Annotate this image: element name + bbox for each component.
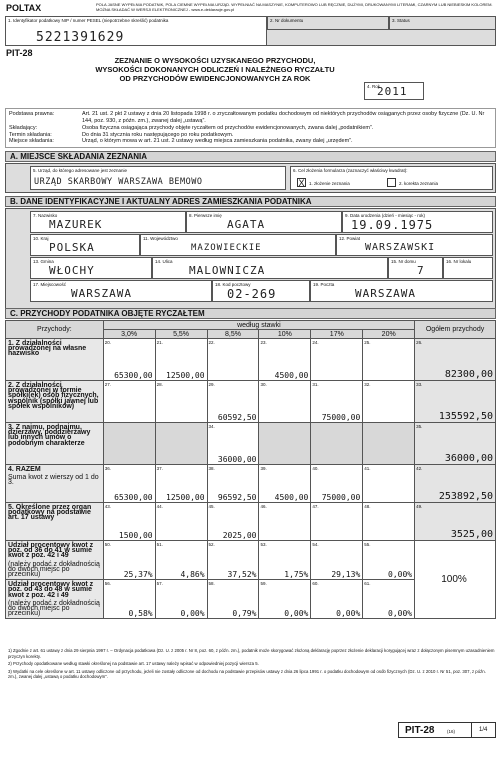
- amount-cell[interactable]: [155, 503, 207, 541]
- row-label-subtext: (należy podać z dokładnością do dwóch miejsc po przecinku): [8, 560, 100, 579]
- form-code: PIT-28: [6, 48, 33, 58]
- status-label: 3. Status: [392, 18, 410, 23]
- county-label: 12. Powiat: [339, 236, 361, 241]
- legal-value-deadline: Do dnia 31 stycznia roku następującego po roku podatkowym.: [82, 131, 234, 138]
- position-number: 53.: [260, 542, 267, 547]
- amount-cell[interactable]: [103, 541, 155, 580]
- section-a-header: A. MIEJSCE SKŁADANIA ZEZNANIA: [5, 151, 496, 162]
- purpose-label: 6. Cel złożenia formularza (zaznaczyć właściwy kwadrat):: [293, 168, 408, 173]
- title-line-2: WYSOKOŚCI DOKONANYCH ODLICZEŃ I NALEŻNEGO RYCZAŁTU: [95, 65, 335, 74]
- amount-value: 65300,00: [114, 493, 153, 502]
- amount-cell[interactable]: [259, 339, 311, 381]
- position-number: 51.: [156, 542, 163, 547]
- amount-cell[interactable]: [207, 465, 259, 503]
- flat-number-label: 16. Nr lokalu: [446, 259, 472, 264]
- house-number-value: 7: [417, 264, 425, 277]
- tax-office-field[interactable]: [30, 166, 286, 190]
- province-value: MAZOWIECKIE: [191, 243, 262, 253]
- position-number: 45.: [208, 504, 215, 509]
- amount-value: 96592,50: [217, 493, 257, 502]
- footnote-1: 1) Zgodnie z art. 61 ustawy z dnia 29 sierpnia 1997 r. – Ordynacja podatkowa (Dz. U. z 2005 r. Nr 8, poz. 60, z późn. zm.), podatnik może skorygować złożoną deklarację poprzez złożenie deklaracji korygującej wraz z dołączonym pisemnym uzasadnieniem przyczyn korekty.: [8, 648, 495, 659]
- amount-value: 0,00%: [336, 609, 361, 619]
- amount-cell: [259, 423, 311, 465]
- legal-key-place: Miejsce składania:: [9, 138, 54, 144]
- rate-header-10: 10%: [259, 330, 311, 339]
- amount-value: 0,00%: [388, 570, 413, 580]
- form-title: [60, 56, 370, 83]
- amount-cell[interactable]: [311, 339, 363, 381]
- position-number: 36.: [104, 466, 111, 471]
- income-row: [6, 339, 496, 381]
- purpose-option-2-checkbox[interactable]: [387, 178, 396, 187]
- position-number: 24.: [312, 340, 319, 345]
- postcode-label: 18. Kod pocztowy: [215, 282, 251, 287]
- title-line-1: ZEZNANIE O WYSOKOŚCI UZYSKANEGO PRZYCHODU,: [114, 56, 316, 65]
- street-value: MALOWNICZA: [189, 264, 266, 277]
- nip-value: 5221391629: [36, 30, 125, 45]
- post-office-value: WARSZAWA: [355, 287, 416, 300]
- position-number: 54.: [312, 542, 319, 547]
- position-number: 42.: [416, 466, 423, 471]
- amount-value: 65300,00: [114, 371, 153, 380]
- position-number: 41.: [364, 466, 371, 471]
- dob-field[interactable]: [342, 211, 493, 233]
- footer-page-number: 1/4: [479, 727, 488, 733]
- amount-value: 12500,00: [166, 371, 205, 380]
- income-column-header: Przychody:: [6, 321, 104, 339]
- income-row: [6, 381, 496, 423]
- doc-number-field: [267, 16, 389, 30]
- position-number: 20.: [104, 340, 111, 345]
- amount-cell[interactable]: [259, 465, 311, 503]
- position-number: 58.: [208, 581, 215, 587]
- amount-value: 36000,00: [217, 455, 257, 464]
- surname-value: MAZUREK: [49, 218, 103, 231]
- footnote-2: 2) Przychody opodatkowane według stawki określonej na podstawie art. 17 ustawy należy wpisać w odpowiedniej pozycji wiersza 5.: [8, 661, 259, 666]
- amount-value: 75000,00: [321, 493, 361, 502]
- amount-cell: [103, 423, 155, 465]
- footer-divider: [471, 723, 472, 737]
- county-field[interactable]: [336, 234, 493, 256]
- position-number: 52.: [208, 542, 215, 547]
- income-row: [6, 541, 496, 580]
- legal-keys: [9, 111, 79, 145]
- city-field[interactable]: [30, 280, 212, 302]
- amount-cell: [155, 423, 207, 465]
- purpose-option-1-label: 1. złożenie zeznania: [309, 181, 350, 186]
- amount-cell[interactable]: [363, 541, 415, 580]
- amount-cell[interactable]: [103, 339, 155, 381]
- position-number: 34.: [208, 424, 215, 429]
- amount-cell[interactable]: [207, 381, 259, 423]
- year-value: 2011: [377, 85, 408, 98]
- legal-values: [82, 111, 492, 145]
- status-field: [389, 16, 496, 30]
- row-label-text: 1. Z działalności prowadzonej na własne nazwisko: [8, 340, 87, 358]
- position-number: 25.: [364, 340, 371, 345]
- amount-cell[interactable]: [363, 339, 415, 381]
- nip-field[interactable]: [5, 16, 267, 46]
- footer-version: (16): [447, 729, 456, 734]
- position-number: 35.: [416, 424, 423, 429]
- rate-header-5-5: 5,5%: [155, 330, 207, 339]
- house-number-label: 15. Nr domu: [391, 259, 416, 264]
- position-number: 21.: [156, 340, 163, 345]
- commune-field[interactable]: [30, 257, 152, 279]
- income-row-label: [6, 423, 104, 465]
- footer-form-box: [398, 722, 496, 738]
- position-number: 29.: [208, 382, 215, 387]
- province-label: 11. Województwo: [143, 236, 178, 241]
- amount-cell: [415, 541, 496, 619]
- position-number: 61.: [364, 581, 371, 587]
- row-label-text: Udział procentowy kwot z poz. od 43 do 48 w sumie kwot z poz. 42 i 49: [8, 581, 94, 599]
- amount-value: 4,86%: [180, 570, 205, 580]
- purpose-option-2-label: 2. korekta zeznania: [399, 181, 439, 186]
- position-number: 26.: [416, 340, 423, 345]
- amount-cell[interactable]: [155, 465, 207, 503]
- amount-value: 82300,00: [444, 369, 493, 380]
- amount-value: 3525,00: [450, 529, 493, 540]
- amount-cell[interactable]: [311, 580, 363, 619]
- surname-field[interactable]: [30, 211, 186, 233]
- firstname-label: 8. Pierwsze imię: [189, 213, 222, 218]
- legal-key-basis: Podstawa prawna:: [9, 111, 55, 117]
- footnote-3: 3) Wydatki na cele określone w art. 11 ustawy odliczone od przychodu, jeżeli nie zostały odliczone od dochodu na podstawie przepisów ustawy z dnia 26 lipca 1991 r. o podatku dochodowym od osób fizycznych (Dz. U. z 2010 r. Nr 51, poz. 307, z późn. zm.), zwanej dalej „ustawą o podatku dochodowym”.: [8, 668, 486, 679]
- income-row-label: [6, 381, 104, 423]
- amount-cell[interactable]: [103, 580, 155, 619]
- amount-value: 1,75%: [284, 570, 309, 580]
- income-row: [6, 423, 496, 465]
- legal-value-place: Urząd, o którym mowa w art. 21 ust. 2 ustawy według miejsca zamieszkania podatnika, zwany dalej „urzędem”.: [82, 138, 353, 144]
- amount-value: 0,79%: [232, 609, 257, 619]
- position-number: 33.: [416, 382, 423, 387]
- position-number: 55.: [364, 542, 371, 547]
- income-row-label: [6, 541, 104, 580]
- amount-value: 75000,00: [321, 413, 361, 422]
- rate-header-3: 3,0%: [103, 330, 155, 339]
- position-number: 60.: [312, 581, 319, 587]
- amount-cell[interactable]: [207, 503, 259, 541]
- purpose-option-1-checkbox[interactable]: X: [298, 178, 305, 188]
- legal-value-basis: Art. 21 ust. 2 pkt 2 ustawy z dnia 20 listopada 1998 r. o zryczałtowanym podatku dochodowym od niektórych przychodów osiąganych przez osoby fizyczne (Dz. U. Nr 144, poz. 930, z późn. zm.), zwanej dalej „ustawą”.: [82, 111, 485, 124]
- position-number: 38.: [208, 466, 215, 471]
- purpose-field: [290, 166, 493, 190]
- city-value: WARSZAWA: [71, 287, 132, 300]
- amount-cell[interactable]: [103, 381, 155, 423]
- income-row-label: [6, 465, 104, 503]
- commune-value: WŁOCHY: [49, 264, 95, 277]
- position-number: 43.: [104, 504, 111, 509]
- postcode-field[interactable]: [212, 280, 310, 302]
- rate-header-8-5: 8,5%: [207, 330, 259, 339]
- amount-cell[interactable]: [363, 381, 415, 423]
- position-number: 31.: [312, 382, 319, 387]
- amount-cell[interactable]: [415, 503, 496, 541]
- year-field[interactable]: [364, 82, 424, 100]
- dob-label: 9. Data urodzenia (dzień - miesiąc - rok): [345, 213, 426, 218]
- doc-number-label: 2. Nr dokumentu: [270, 18, 304, 23]
- amount-cell[interactable]: [207, 339, 259, 381]
- province-field[interactable]: [140, 234, 336, 256]
- amount-value: 100%: [441, 574, 467, 586]
- amount-cell[interactable]: [259, 580, 311, 619]
- post-office-label: 19. Poczta: [313, 282, 335, 287]
- amount-cell: [311, 423, 363, 465]
- amount-cell[interactable]: [311, 541, 363, 580]
- legal-key-deadline: Termin składania:: [9, 131, 52, 138]
- row-label-text: 3. Z najmu, podnajmu, dzierżawy, poddzierżawy lub innych umów o podobnym charakterze: [8, 424, 91, 447]
- rate-header-17: 17%: [311, 330, 363, 339]
- position-number: 56.: [104, 581, 111, 587]
- form-notice: POLA JASNE WYPEŁNIA PODATNIK, POLA CIEMNE WYPEŁNIA URZĄD. WYPEŁNIAĆ NA MASZYNIE, KOMPUTEROWO LUB RĘCZNIE, DUŻYMI, DRUKOWANYMI LITERAMI, CZARNYM LUB NIEBIESKIM KOLOREM. MOŻNA SKŁADAĆ W WERSJI ELEKTRONICZNEJ - www.e-deklaracje.gov.pl: [96, 2, 493, 12]
- position-number: 57.: [156, 581, 163, 587]
- amount-value: 37,52%: [227, 570, 257, 580]
- amount-value: 0,00%: [180, 609, 205, 619]
- amount-cell[interactable]: [311, 503, 363, 541]
- row-label-subtext: Suma kwot z wierszy od 1 do 3.: [8, 474, 99, 487]
- amount-cell[interactable]: [415, 465, 496, 503]
- position-number: 23.: [260, 340, 267, 345]
- position-number: 39.: [260, 466, 267, 471]
- amount-cell[interactable]: [155, 580, 207, 619]
- amount-cell[interactable]: [363, 503, 415, 541]
- row-label-text: 4. RAZEM: [8, 466, 41, 473]
- position-number: 28.: [156, 382, 163, 387]
- postcode-value: 02-269: [227, 287, 277, 301]
- income-table: [5, 320, 496, 619]
- city-label: 17. Miejscowość: [33, 282, 67, 287]
- amount-value: 4500,00: [274, 371, 309, 380]
- amount-cell[interactable]: [103, 465, 155, 503]
- amount-value: 4500,00: [274, 493, 309, 502]
- nip-label: 1. Identyfikator podatkowy NIP / numer PESEL (niepotrzebne skreślić) podatnika: [8, 18, 169, 23]
- position-number: 44.: [156, 504, 163, 509]
- income-row: [6, 503, 496, 541]
- amount-value: 12500,00: [166, 493, 205, 502]
- street-field[interactable]: [152, 257, 388, 279]
- position-number: 40.: [312, 466, 319, 471]
- tax-office-value: URZĄD SKARBOWY WARSZAWA BEMOWO: [34, 177, 203, 187]
- country-value: POLSKA: [49, 241, 95, 254]
- amount-cell[interactable]: [415, 423, 496, 465]
- legal-value-submitter: Osoba fizyczna osiągająca przychody objęte ryczałtem od przychodów ewidencjonowanych, zwana dalej „podatnikiem”.: [82, 125, 374, 131]
- footnotes: [8, 648, 496, 680]
- title-line-3: OD PRZYCHODÓW EWIDENCJONOWANYCH ZA ROK: [119, 74, 311, 83]
- position-number: 32.: [364, 382, 371, 387]
- amount-value: 2025,00: [222, 531, 257, 540]
- row-label-subtext: (należy podać z dokładnością do dwóch miejsc po przecinku): [8, 599, 100, 618]
- amount-cell[interactable]: [207, 580, 259, 619]
- amount-cell[interactable]: [415, 339, 496, 381]
- amount-cell[interactable]: [363, 580, 415, 619]
- position-number: 49.: [416, 504, 423, 509]
- amount-value: 0,00%: [284, 609, 309, 619]
- amount-cell[interactable]: [155, 339, 207, 381]
- year-label: 4. Rok: [367, 84, 381, 89]
- amount-cell[interactable]: [259, 381, 311, 423]
- amount-value: 253892,50: [438, 491, 493, 502]
- position-number: 48.: [364, 504, 371, 509]
- position-number: 46.: [260, 504, 267, 509]
- amount-cell[interactable]: [207, 423, 259, 465]
- position-number: 27.: [104, 382, 111, 387]
- income-row-label: [6, 580, 104, 619]
- dob-value: 19.09.1975: [351, 218, 434, 232]
- amount-cell[interactable]: [415, 381, 496, 423]
- amount-cell[interactable]: [311, 381, 363, 423]
- amount-value: 0,00%: [388, 609, 413, 619]
- section-b-header: B. DANE IDENTYFIKACYJNE I AKTUALNY ADRES ZAMIESZKANIA PODATNIKA: [5, 196, 496, 207]
- amount-cell[interactable]: [311, 465, 363, 503]
- firstname-field[interactable]: [186, 211, 342, 233]
- amount-value: 0,58%: [128, 609, 153, 619]
- country-label: 10. Kraj: [33, 236, 49, 241]
- post-office-field[interactable]: [310, 280, 493, 302]
- amount-value: 60592,50: [217, 413, 257, 422]
- total-column-header: Ogółem przychody: [415, 321, 496, 339]
- amount-cell[interactable]: [207, 541, 259, 580]
- footer-form-code: PIT-28: [405, 725, 435, 736]
- surname-label: 7. Nazwisko: [33, 213, 58, 218]
- amount-cell[interactable]: [259, 541, 311, 580]
- house-number-field[interactable]: [388, 257, 443, 279]
- income-row-label: [6, 503, 104, 541]
- amount-value: 25,37%: [123, 570, 153, 580]
- position-number: 50.: [104, 542, 111, 547]
- position-number: 47.: [312, 504, 319, 509]
- income-row-label: [6, 339, 104, 381]
- amount-value: 1500,00: [118, 531, 153, 540]
- income-row: [6, 465, 496, 503]
- amount-cell[interactable]: [155, 541, 207, 580]
- amount-cell[interactable]: [155, 381, 207, 423]
- commune-label: 13. Gmina: [33, 259, 54, 264]
- section-c-header: C. PRZYCHODY PODATNIKA OBJĘTE RYCZAŁTEM: [5, 308, 496, 319]
- firstname-value: AGATA: [227, 218, 266, 231]
- position-number: 37.: [156, 466, 163, 471]
- amount-cell[interactable]: [259, 503, 311, 541]
- amount-cell[interactable]: [363, 465, 415, 503]
- position-number: 22.: [208, 340, 215, 345]
- position-number: 59.: [260, 581, 267, 587]
- amount-value: 29,13%: [331, 570, 361, 580]
- row-label-text: 5. Określone przez organ podatkowy na podstawie art. 17 ustawy: [8, 504, 92, 522]
- amount-value: 36000,00: [444, 453, 493, 464]
- legal-basis: [5, 108, 496, 148]
- amount-cell: [363, 423, 415, 465]
- rate-column-header: według stawki: [103, 321, 414, 330]
- flat-number-field[interactable]: [443, 257, 493, 279]
- amount-value: 135592,50: [438, 411, 493, 422]
- row-label-text: Udział procentowy kwot z poz. od 36 do 41 w sumie kwot z poz. 42 i 49: [8, 542, 94, 560]
- country-field[interactable]: [30, 234, 140, 256]
- amount-cell[interactable]: [103, 503, 155, 541]
- rate-header-20: 20%: [363, 330, 415, 339]
- row-label-text: 2. Z działalności prowadzonej w formie spółki(ek) osób fizycznych, wspólnik (spółki jawnej lub spółek wspólników): [8, 382, 99, 410]
- position-number: 30.: [260, 382, 267, 387]
- tax-office-label: 5. Urząd, do którego adresowane jest zeznanie: [33, 168, 128, 173]
- brand-label: POLTAX: [6, 3, 42, 13]
- street-label: 14. Ulica: [155, 259, 173, 264]
- legal-key-submitter: Składający:: [9, 125, 38, 131]
- county-value: WARSZAWSKI: [365, 242, 436, 253]
